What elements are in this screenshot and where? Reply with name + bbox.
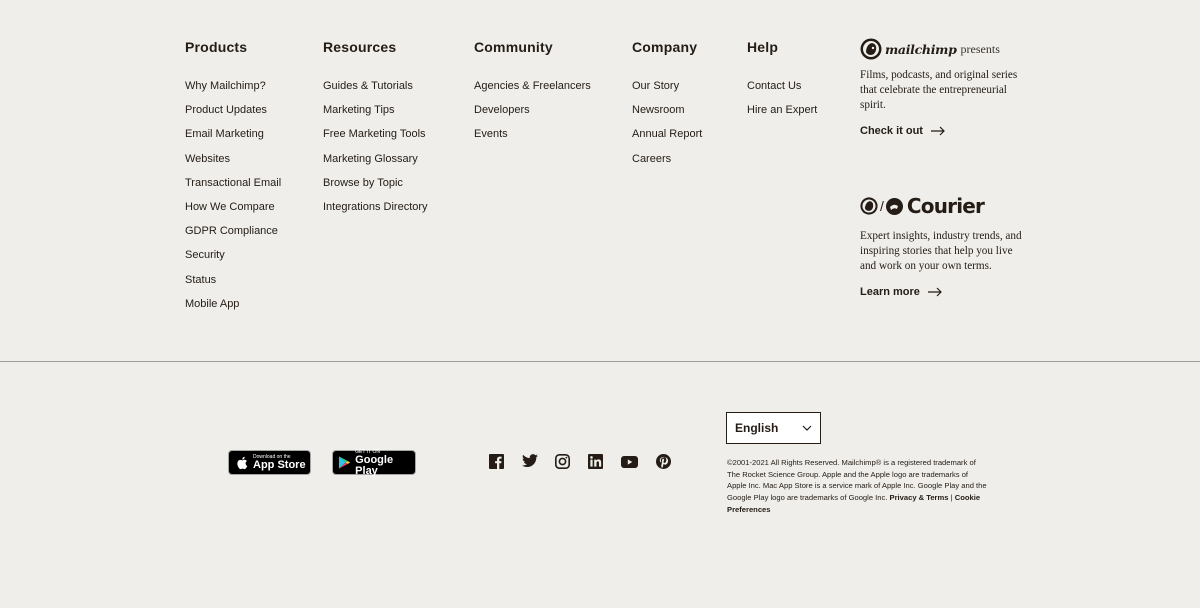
linkedin-icon[interactable] (588, 454, 603, 469)
courier-wordmark: Courier (906, 194, 985, 218)
link-events[interactable]: Events (474, 128, 508, 141)
freddie-icon (860, 196, 878, 216)
arrow-right-icon (928, 287, 942, 297)
google-play-big-label: Google Play (355, 453, 394, 477)
instagram-icon[interactable] (555, 454, 570, 469)
link-guides-tutorials[interactable]: Guides & Tutorials (323, 80, 413, 92)
app-store-small-label: Download on the (253, 454, 291, 460)
link-mobile-app[interactable]: Mobile App (185, 297, 240, 310)
courier-description: Expert insights, industry trends, and inspiring stories that help you live and work on your own terms. (860, 230, 1022, 272)
privacy-terms-link[interactable]: Privacy & Terms (889, 493, 949, 503)
column-title: Community (474, 39, 553, 55)
link-security[interactable]: Security (185, 249, 225, 262)
check-it-out-link[interactable] (860, 125, 945, 137)
slash-icon: / (880, 198, 884, 214)
footer-column-products (185, 37, 281, 321)
mailchimp-presents-logo (860, 37, 1030, 61)
learn-more-label: Learn more (860, 286, 920, 298)
column-title: Company (632, 39, 698, 55)
link-free-marketing-tools[interactable]: Free Marketing Tools (323, 128, 426, 141)
mailchimp-wordmark: mailchimp (885, 41, 957, 57)
link-careers[interactable]: Careers (632, 152, 672, 165)
social-links (489, 454, 671, 469)
link-integrations-directory[interactable]: Integrations Directory (323, 200, 428, 213)
learn-more-link[interactable] (860, 286, 942, 298)
footer-divider (0, 361, 1200, 362)
google-play-icon (338, 455, 351, 470)
google-play-badge[interactable] (332, 450, 416, 475)
link-product-updates[interactable]: Product Updates (185, 104, 267, 117)
link-marketing-glossary[interactable]: Marketing Glossary (323, 152, 418, 165)
link-email-marketing[interactable]: Email Marketing (185, 128, 264, 141)
courier-promo (860, 194, 1030, 300)
link-why-mailchimp[interactable]: Why Mailchimp? (185, 80, 266, 92)
check-it-out-label: Check it out (860, 125, 923, 137)
legal-notice (727, 457, 989, 516)
link-our-story[interactable]: Our Story (632, 80, 680, 92)
footer-column-help (747, 37, 817, 127)
link-newsroom[interactable]: Newsroom (632, 104, 685, 117)
app-store-badge[interactable] (228, 450, 311, 475)
language-select[interactable] (726, 412, 821, 444)
courier-logo (860, 194, 1030, 218)
link-annual-report[interactable]: Annual Report (632, 128, 703, 141)
twitter-icon[interactable] (522, 454, 537, 469)
link-hire-an-expert[interactable]: Hire an Expert (747, 104, 818, 117)
presents-promo (860, 37, 1030, 139)
link-how-we-compare[interactable]: How We Compare (185, 200, 275, 213)
pinterest-icon[interactable] (656, 454, 671, 469)
footer-column-community (474, 37, 591, 152)
apple-icon (236, 456, 248, 470)
arrow-right-icon (931, 126, 945, 136)
legal-separator: | (950, 493, 953, 503)
chevron-down-icon (802, 425, 812, 431)
column-title: Help (747, 39, 779, 55)
link-browse-by-topic[interactable]: Browse by Topic (323, 176, 403, 189)
app-store-text (253, 454, 306, 471)
link-contact-us[interactable]: Contact Us (747, 80, 802, 92)
link-status[interactable]: Status (185, 273, 217, 286)
column-title: Resources (323, 39, 397, 55)
footer-column-company (632, 37, 702, 176)
link-agencies-freelancers[interactable]: Agencies & Freelancers (474, 80, 591, 92)
youtube-icon[interactable] (621, 454, 638, 469)
google-play-text (355, 449, 415, 477)
footer-column-resources (323, 37, 428, 224)
column-title: Products (185, 39, 248, 55)
app-store-big-label: App Store (253, 459, 306, 471)
link-gdpr-compliance[interactable]: GDPR Compliance (185, 225, 278, 238)
presents-description: Films, podcasts, and original series that celebrate the entrepreneurial spirit. (860, 69, 1018, 111)
link-developers[interactable]: Developers (474, 104, 530, 117)
freddie-icon (860, 37, 882, 61)
google-play-small-label: GET IT ON (355, 448, 380, 455)
link-websites[interactable]: Websites (185, 152, 231, 165)
link-transactional-email[interactable]: Transactional Email (185, 176, 282, 189)
cookie-preferences-link[interactable]: Cookie Preferences (727, 493, 981, 514)
language-selected: English (735, 421, 779, 435)
facebook-icon[interactable] (489, 454, 504, 469)
link-marketing-tips[interactable]: Marketing Tips (323, 104, 395, 117)
courier-mark-icon (886, 198, 903, 215)
presents-label: presents (960, 41, 1000, 56)
legal-text: ©2001-2021 All Rights Reserved. Mailchimp® is a registered trademark of The Rocket Science Group. Apple and the Apple logo are trademarks of Apple Inc. Mac App Store is a service mark of Apple Inc. Google Play and the Google Play logo are trademarks of Google Inc. (727, 458, 987, 503)
